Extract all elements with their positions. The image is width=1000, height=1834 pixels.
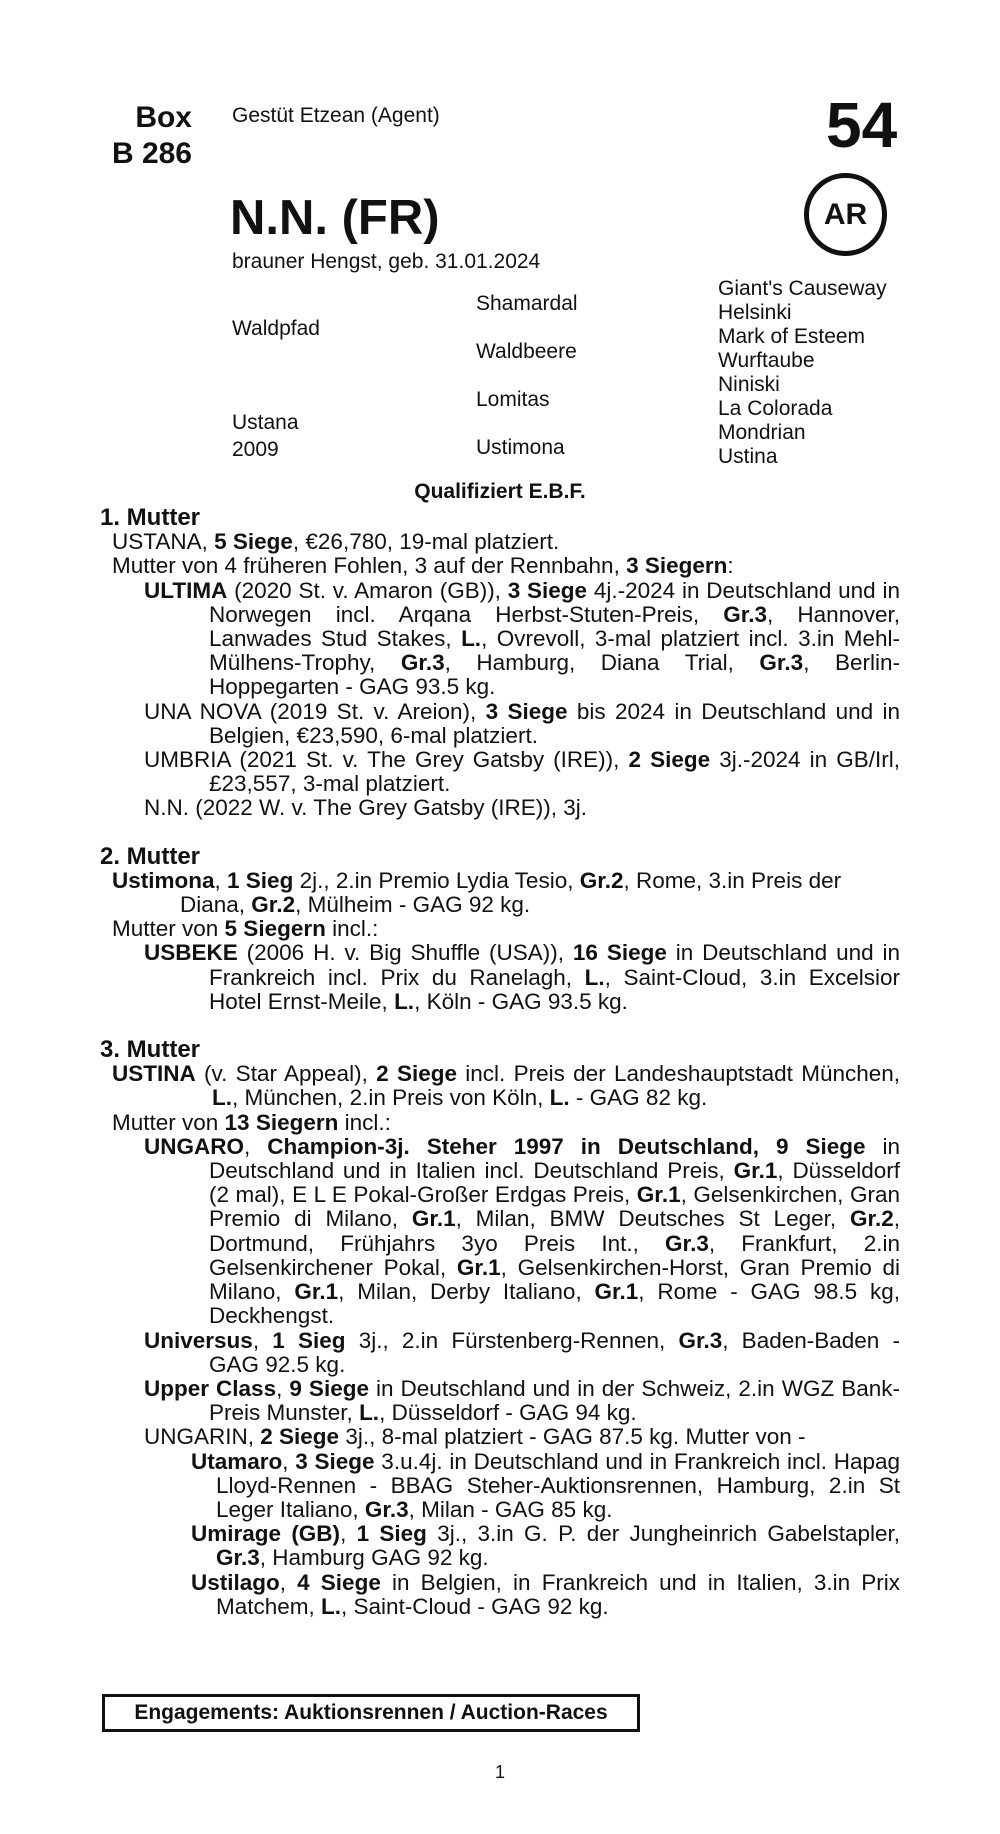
produce-entry: USBEKE (2006 H. v. Big Shuffle (USA)), 16 Siege in Deutschland und in Frankreich incl. Prix du Ranelagh, L., Saint-Cloud, 3.in Excelsior Hotel Ernst-Meile, L., Köln - GAG 93.5 kg.: [144, 940, 901, 1014]
grand-produce-entry: Ustilago, 4 Siege in Belgien, in Frankreich und in Italien, 3.in Prix Matchem, L., Saint-Cloud - GAG 92 kg.: [191, 1569, 901, 1619]
pedigree-grandparent: Waldbeere: [476, 340, 577, 363]
horse-name: N.N. (FR): [230, 191, 440, 245]
third-dam-produce-intro: Mutter von 13 Siegern incl.:: [112, 1109, 391, 1135]
consignor: Gestüt Etzean (Agent): [232, 104, 440, 127]
produce-entry: N.N. (2022 W. v. The Grey Gatsby (IRE)), 3j.: [144, 795, 588, 821]
pedigree-ggp: La Colorada: [718, 397, 833, 420]
pedigree-ggp: Mark of Esteem: [718, 325, 866, 348]
engagements-text: Engagements: Auktionsrennen / Auction-Races: [134, 1701, 608, 1724]
page-number: 1: [494, 1762, 505, 1782]
pedigree-grandparent: Lomitas: [476, 388, 550, 411]
pedigree-ggp: Wurftaube: [718, 349, 815, 372]
qualification: Qualifiziert E.B.F.: [414, 480, 586, 503]
pedigree-ggp: Mondrian: [718, 421, 806, 444]
produce-entry: UNGARIN, 2 Siege 3j., 8-mal platziert - GAG 87.5 kg. Mutter von -: [144, 1424, 806, 1450]
pedigree-ggp: Ustina: [718, 445, 778, 468]
pedigree-grandparent: Ustimona: [476, 436, 565, 459]
box-label-line2: B 286: [111, 137, 192, 170]
produce-entry: Upper Class, 9 Siege in Deutschland und in der Schweiz, 2.in WGZ Bank-Preis Munster, L., Düsseldorf - GAG 94 kg.: [144, 1375, 900, 1426]
pedigree-ggp: Giant's Causeway: [718, 277, 887, 300]
third-dam-summary: USTINA (v. Star Appeal), 2 Siege incl. Preis der Landeshauptstadt München, L., München, 2.in Preis von Köln, L. - GAG 82 kg.: [112, 1061, 901, 1111]
pedigree-dam: Ustana: [232, 411, 299, 434]
pedigree-ggp: Helsinki: [718, 301, 792, 324]
pedigree-ggp: Niniski: [718, 373, 780, 396]
catalogue-body: [100, 506, 900, 1619]
horse-description: brauner Hengst, geb. 31.01.2024: [232, 250, 541, 273]
second-dam-summary: Ustimona, 1 Sieg 2j., 2.in Premio Lydia Tesio, Gr.2, Rome, 3.in Preis der Diana, Gr.2, Mülheim - GAG 92 kg.: [112, 867, 842, 918]
produce-entry: UMBRIA (2021 St. v. The Grey Gatsby (IRE)), 2 Siege 3j.-2024 in GB/Irl, £23,557, 3-mal platziert.: [144, 747, 900, 797]
box-label-line1: Box: [135, 101, 192, 134]
box-label: [100, 100, 192, 172]
produce-entry: UNGARO, Champion-3j. Steher 1997 in Deutschland, 9 Siege in Deutschland und in Italien incl. Deutschland Preis, Gr.1, Düsseldorf (2 mal), E L E Pokal-Großer Erdgas Preis, Gr.1, Gelsenkirchen, Gran Premio di Milano, Gr.1, Milan, BMW Deutsches St Leger, Gr.2, Dortmund, Frühjahrs 3yo Preis Int., Gr.3, Frankfurt, 2.in Gelsenkirchener Pokal, Gr.1, Gelsenkirchen-Horst, Gran Premio di Milano, Gr.1, Milan, Derby Italiano, Gr.1, Rome - GAG 98.5 kg, Deckhengst.: [144, 1133, 900, 1329]
section-heading-second-dam: 2. Mutter: [100, 842, 201, 870]
ar-badge-text: AR: [823, 197, 868, 231]
produce-entry: Universus, 1 Sieg 3j., 2.in Fürstenberg-Rennen, Gr.3, Baden-Baden - GAG 92.5 kg.: [144, 1327, 900, 1377]
produce-entry: UNA NOVA (2019 St. v. Areion), 3 Siege bis 2024 in Deutschland und in Belgien, €23,590, 6-mal platziert.: [144, 698, 901, 748]
pedigree-dam-year: 2009: [232, 438, 279, 461]
engagements-box: [102, 1694, 640, 1732]
pedigree-great-grandparents: [718, 277, 887, 469]
pedigree-sire: Waldpfad: [232, 317, 320, 340]
grand-produce-entry: Umirage (GB), 1 Sieg 3j., 3.in G. P. der Jungheinrich Gabelstapler, Gr.3, Hamburg GAG 92 kg.: [191, 1521, 900, 1571]
ar-badge-icon: [804, 173, 887, 256]
pedigree-grandparent: Shamardal: [476, 292, 578, 315]
produce-entry: ULTIMA (2020 St. v. Amaron (GB)), 3 Siege 4j.-2024 in Deutschland und in Norwegen incl. Arqana Herbst-Stuten-Preis, Gr.3, Hannover, Lanwades Stud Stakes, L., Ovrevoll, 3-mal platziert incl. 3.in Mehl-Mülhens-Trophy, Gr.3, Hamburg, Diana Trial, Gr.3, Berlin-Hoppegarten - GAG 93.5 kg.: [144, 577, 900, 700]
section-heading-first-dam: 1. Mutter: [100, 504, 201, 531]
section-heading-third-dam: 3. Mutter: [100, 1036, 201, 1064]
lot-number: 54: [826, 89, 898, 161]
grand-produce-entry: Utamaro, 3 Siege 3.u.4j. in Deutschland und in Frankreich incl. Hapag Lloyd-Rennen - BBAG Steher-Auktionsrennen, Hamburg, 2.in St Leger Italiano, Gr.3, Milan - GAG 85 kg.: [191, 1448, 900, 1522]
first-dam-produce-intro: Mutter von 4 früheren Fohlen, 3 auf der Rennbahn, 3 Siegern:: [112, 553, 734, 579]
first-dam-summary: USTANA, 5 Siege, €26,780, 19-mal platziert.: [112, 529, 560, 555]
second-dam-produce-intro: Mutter von 5 Siegern incl.:: [112, 916, 379, 942]
